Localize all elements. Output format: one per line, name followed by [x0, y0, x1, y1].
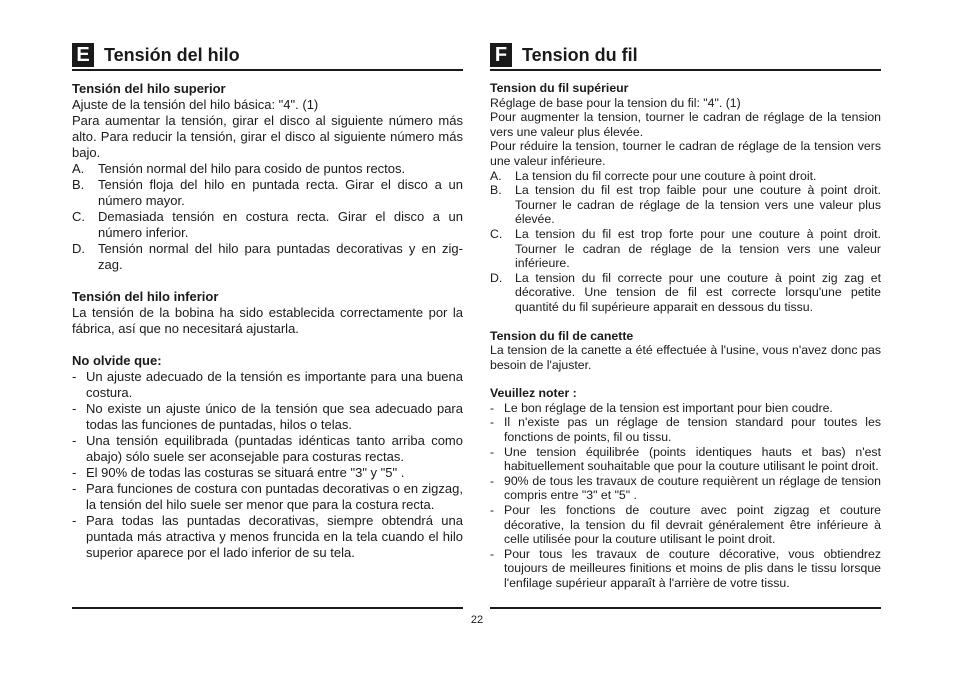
list-marker: C.: [72, 209, 85, 224]
list-item: [490, 183, 881, 227]
paragraph: La tensión de la bobina ha sido establecida correctamente por la fábrica, así que no necesitará ajustarla.: [72, 305, 463, 336]
list-marker: A.: [72, 161, 85, 176]
section-header-fr: [490, 43, 881, 67]
note-item: [72, 433, 463, 465]
dash-marker: -: [72, 465, 77, 480]
dash-marker: -: [72, 433, 77, 448]
french-column: [490, 43, 881, 591]
note-text: Un ajuste adecuado de la tensión es importante para una buena costura.: [86, 369, 463, 400]
section-title-es: Tensión del hilo: [104, 45, 240, 65]
note-text: El 90% de todas las costuras se situará entre "3" y "5" .: [86, 465, 405, 480]
note-item: [490, 415, 881, 444]
note-text: Pour tous les travaux de couture décorative, vous obtiendrez toujours de meilleures finitions et moins de plis dans le tissu lorsque l'enfilage supérieur apparaît à l'arrière de votre tissu.: [504, 546, 881, 590]
notes-heading: No olvide que:: [72, 353, 162, 368]
note-text: No existe un ajuste único de la tensión que sea adecuado para todas las funciones de puntadas, hilos o telas.: [86, 401, 463, 432]
paragraph: Ajuste de la tensión del hilo básica: "4". (1): [72, 97, 319, 112]
paragraph: Para aumentar la tensión, girar el disco al siguiente número más alto. Para reducir la tensión, girar el disco al siguiente número más bajo.: [72, 113, 463, 160]
lower-tension-heading: Tension du fil de canette: [490, 328, 634, 343]
list-text: Tensión normal del hilo para cosido de puntos rectos.: [98, 161, 406, 176]
note-item: [490, 445, 881, 474]
page-number: 22: [470, 614, 484, 626]
note-text: Una tensión equilibrada (puntadas idénticas tanto arriba como abajo) sólo suele ser aconsejable para costuras rectas.: [86, 433, 463, 464]
list-marker: D.: [72, 241, 85, 256]
language-badge-es: E: [72, 43, 94, 67]
list-text: Tensión normal del hilo para puntadas decorativas y en zig-zag.: [98, 241, 463, 272]
list-item: [490, 169, 881, 184]
list-item: [72, 177, 463, 209]
list-marker: A.: [490, 168, 502, 183]
dash-marker: -: [490, 415, 495, 430]
note-item: [72, 369, 463, 401]
list-marker: B.: [72, 177, 85, 192]
header-rule-fr: [490, 69, 881, 71]
dash-marker: -: [490, 400, 495, 415]
paragraph: Pour augmenter la tension, tourner le cadran de réglage de la tension vers une valeur plus élevée.: [490, 110, 881, 139]
list-item: [490, 227, 881, 271]
note-item: [72, 401, 463, 433]
note-text: Une tension équilibrée (points identiques hauts et bas) n'est habituellement souhaitable que pour la couture utilisant le point droit.: [504, 444, 881, 474]
list-text: La tension du fil est trop faible pour une couture à point droit. Tourner le cadran de réglage de la tension vers une valeur plus élevée.: [515, 183, 881, 227]
dash-marker: -: [72, 481, 77, 496]
section-title-fr: Tension du fil: [522, 45, 638, 65]
language-badge-fr: F: [490, 43, 512, 67]
note-item: [490, 547, 881, 591]
dash-marker: -: [490, 503, 495, 518]
list-item: [490, 271, 881, 315]
paragraph: Pour réduire la tension, tourner le cadran de réglage de la tension vers une valeur inférieure.: [490, 139, 881, 168]
dash-marker: -: [490, 444, 495, 459]
note-text: 90% de tous les travaux de couture requièrent un réglage de tension compris entre "3" et "5" .: [504, 473, 881, 503]
list-text: La tension du fil correcte pour une couture à point droit.: [515, 168, 817, 183]
footer-rule-fr: [490, 607, 881, 609]
dash-marker: -: [490, 473, 495, 488]
list-item: [72, 161, 463, 177]
note-text: Le bon réglage de la tension est important pour bien coudre.: [504, 400, 833, 415]
notes-heading: Veuillez noter :: [490, 386, 577, 401]
list-marker: D.: [490, 270, 503, 285]
section-header-es: [72, 43, 463, 67]
note-item: [72, 513, 463, 561]
list-text: Tensión floja del hilo en puntada recta. Girar el disco a un número mayor.: [98, 177, 463, 208]
note-item: [72, 481, 463, 513]
header-rule-es: [72, 69, 463, 71]
dash-marker: -: [72, 369, 77, 384]
paragraph: Réglage de base pour la tension du fil: "4". (1): [490, 95, 741, 110]
note-item: [490, 503, 881, 547]
list-text: La tension du fil est trop forte pour une couture à point droit. Tourner le cadran de réglage de la tension vers une valeur inférieure.: [515, 226, 881, 271]
note-text: Pour les fonctions de couture avec point zigzag et couture décorative, la tension du fil devrait généralement être inférieure à celle utilisée pour la couture utilisant le point droit.: [504, 503, 881, 547]
paragraph: La tension de la canette a été effectuée à l'usine, vous n'avez donc pas besoin de l'ajuster.: [490, 343, 881, 372]
dash-marker: -: [490, 546, 495, 561]
note-text: Para todas las puntadas decorativas, siempre obtendrá una puntada más atractiva y menos fruncida en la tela cuando el hilo superior aparece por el lado inferior de su tela.: [86, 513, 463, 560]
dash-marker: -: [72, 513, 77, 528]
lower-tension-heading: Tensión del hilo inferior: [72, 289, 219, 304]
upper-tension-heading: Tensión del hilo superior: [72, 81, 226, 96]
note-item: [490, 474, 881, 503]
note-text: Para funciones de costura con puntadas decorativas o en zigzag, la tensión del hilo suele ser menor que para la costura recta.: [86, 481, 463, 512]
list-marker: C.: [490, 226, 503, 241]
list-text: La tension du fil correcte pour une couture à point zig zag et décorative. Une tension de fil est correcte lorsqu'une petite quantité du fil supérieure apparait en dessous du tissu.: [515, 270, 881, 314]
footer-rule-es: [72, 607, 463, 609]
note-item: [490, 401, 881, 416]
spanish-column: [72, 43, 463, 561]
section-body-fr: [490, 81, 881, 591]
list-text: Demasiada tensión en costura recta. Girar el disco a un número inferior.: [98, 209, 463, 240]
list-marker: B.: [490, 183, 502, 198]
dash-marker: -: [72, 401, 77, 416]
note-item: [72, 465, 463, 481]
list-item: [72, 209, 463, 241]
list-item: [72, 241, 463, 273]
section-body-es: [72, 81, 463, 561]
note-text: Il n'existe pas un réglage de tension standard pour toutes les fonctions de points, fil ou tissu.: [504, 415, 881, 445]
upper-tension-heading: Tension du fil supérieur: [490, 81, 629, 95]
